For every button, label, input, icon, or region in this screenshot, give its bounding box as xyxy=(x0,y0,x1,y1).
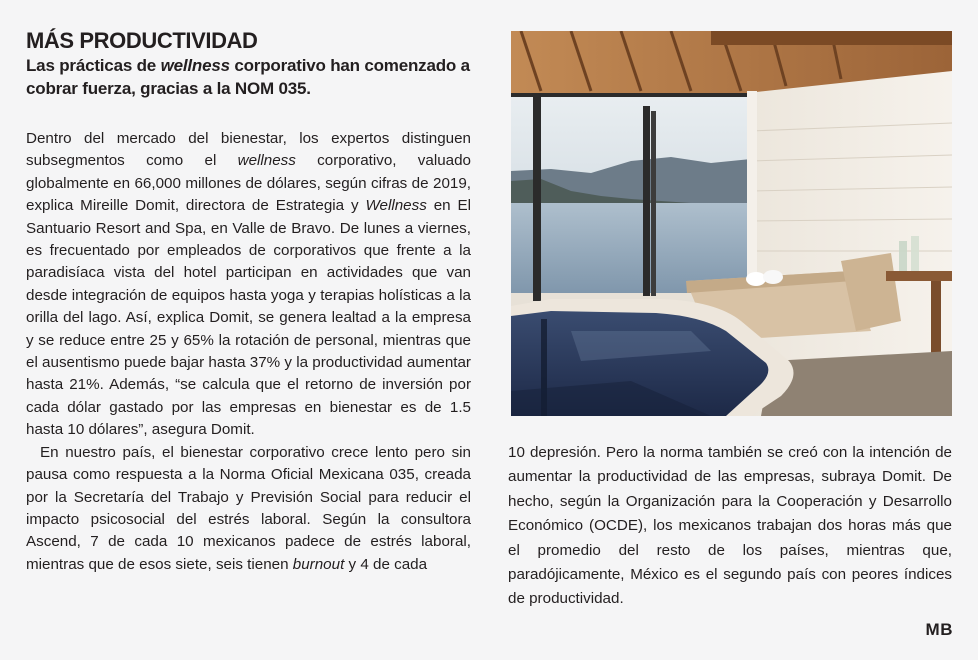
p1-text-2: corporativo, valuado globalmente en 66,000 millones de dólares, según cifras de 2019, explica Mireille Domit, directora de Estrategia y xyxy=(26,152,471,215)
p2-text-2: y 4 de cada xyxy=(344,555,428,573)
p1-text-3: en El Santuario Resort and Spa, en Valle de Bravo. De lunes a viernes, es frecuentado por empleados de corporativos que frente a la paradisíaca vista del hotel participan en actividades que van desde integración de equipos hasta yoga y terapias holísticas a la orilla del lago. Así, explica Domit, se genera lealtad a la empresa y se reduce entre 25 y 65% la rotación de personal, mientras que el ausentismo puede bajar hasta 37% y la productividad aumentar hasta 21%. Además, “se calcula que el retorno de inversión por cada dólar gastado por las empresas en bienestar es de 1.5 hasta 10 dólares”, asegura Domit. xyxy=(26,197,471,439)
p2-text-1: En nuestro país, el bienestar corporativo crece lento pero sin pausa como respuesta a la Norma Oficial Mexicana 035, creada por la Secretaría del Trabajo y Previsión Social para reducir el impacto psicosocial del estrés laboral. Según la consultora Ascend, 7 de cada 10 mexicanos padece de estrés laboral, mientras que de esos siete, seis tienen xyxy=(26,443,471,573)
subtitle-italic: wellness xyxy=(160,56,230,75)
right-column xyxy=(508,441,952,612)
p1-italic-2: Wellness xyxy=(365,197,427,215)
subtitle-text-1: Las prácticas de xyxy=(26,56,161,75)
p2-italic-1: burnout xyxy=(292,555,345,573)
p1-text-1: Dentro del mercado del bienestar, los expertos distinguen subsegmentos como el xyxy=(26,130,471,170)
paragraph-2 xyxy=(26,442,471,576)
paragraph-3: 10 depresión. Pero la norma también se creó con la intención de aumentar la productividad de las empresas, subraya Domit. De hecho, según la Organización para la Cooperación y Desarrollo Económico (OCDE), los mexicanos trabajan dos horas más que el promedio del resto de los países, mientras que, paradójicamente, México es el segundo país con peores índices de productividad. xyxy=(508,444,952,608)
left-column xyxy=(26,128,471,576)
subtitle-text-2: corporativo han comenzado a cobrar fuerza, gracias a la NOM 035. xyxy=(26,56,470,98)
spa-pool-photo xyxy=(511,31,952,416)
article-title: MÁS PRODUCTIVIDAD xyxy=(26,28,258,53)
paragraph-1 xyxy=(26,128,471,442)
p1-italic-1: wellness xyxy=(237,152,296,170)
article-subtitle xyxy=(26,54,496,100)
author-signature: MB xyxy=(925,620,953,639)
